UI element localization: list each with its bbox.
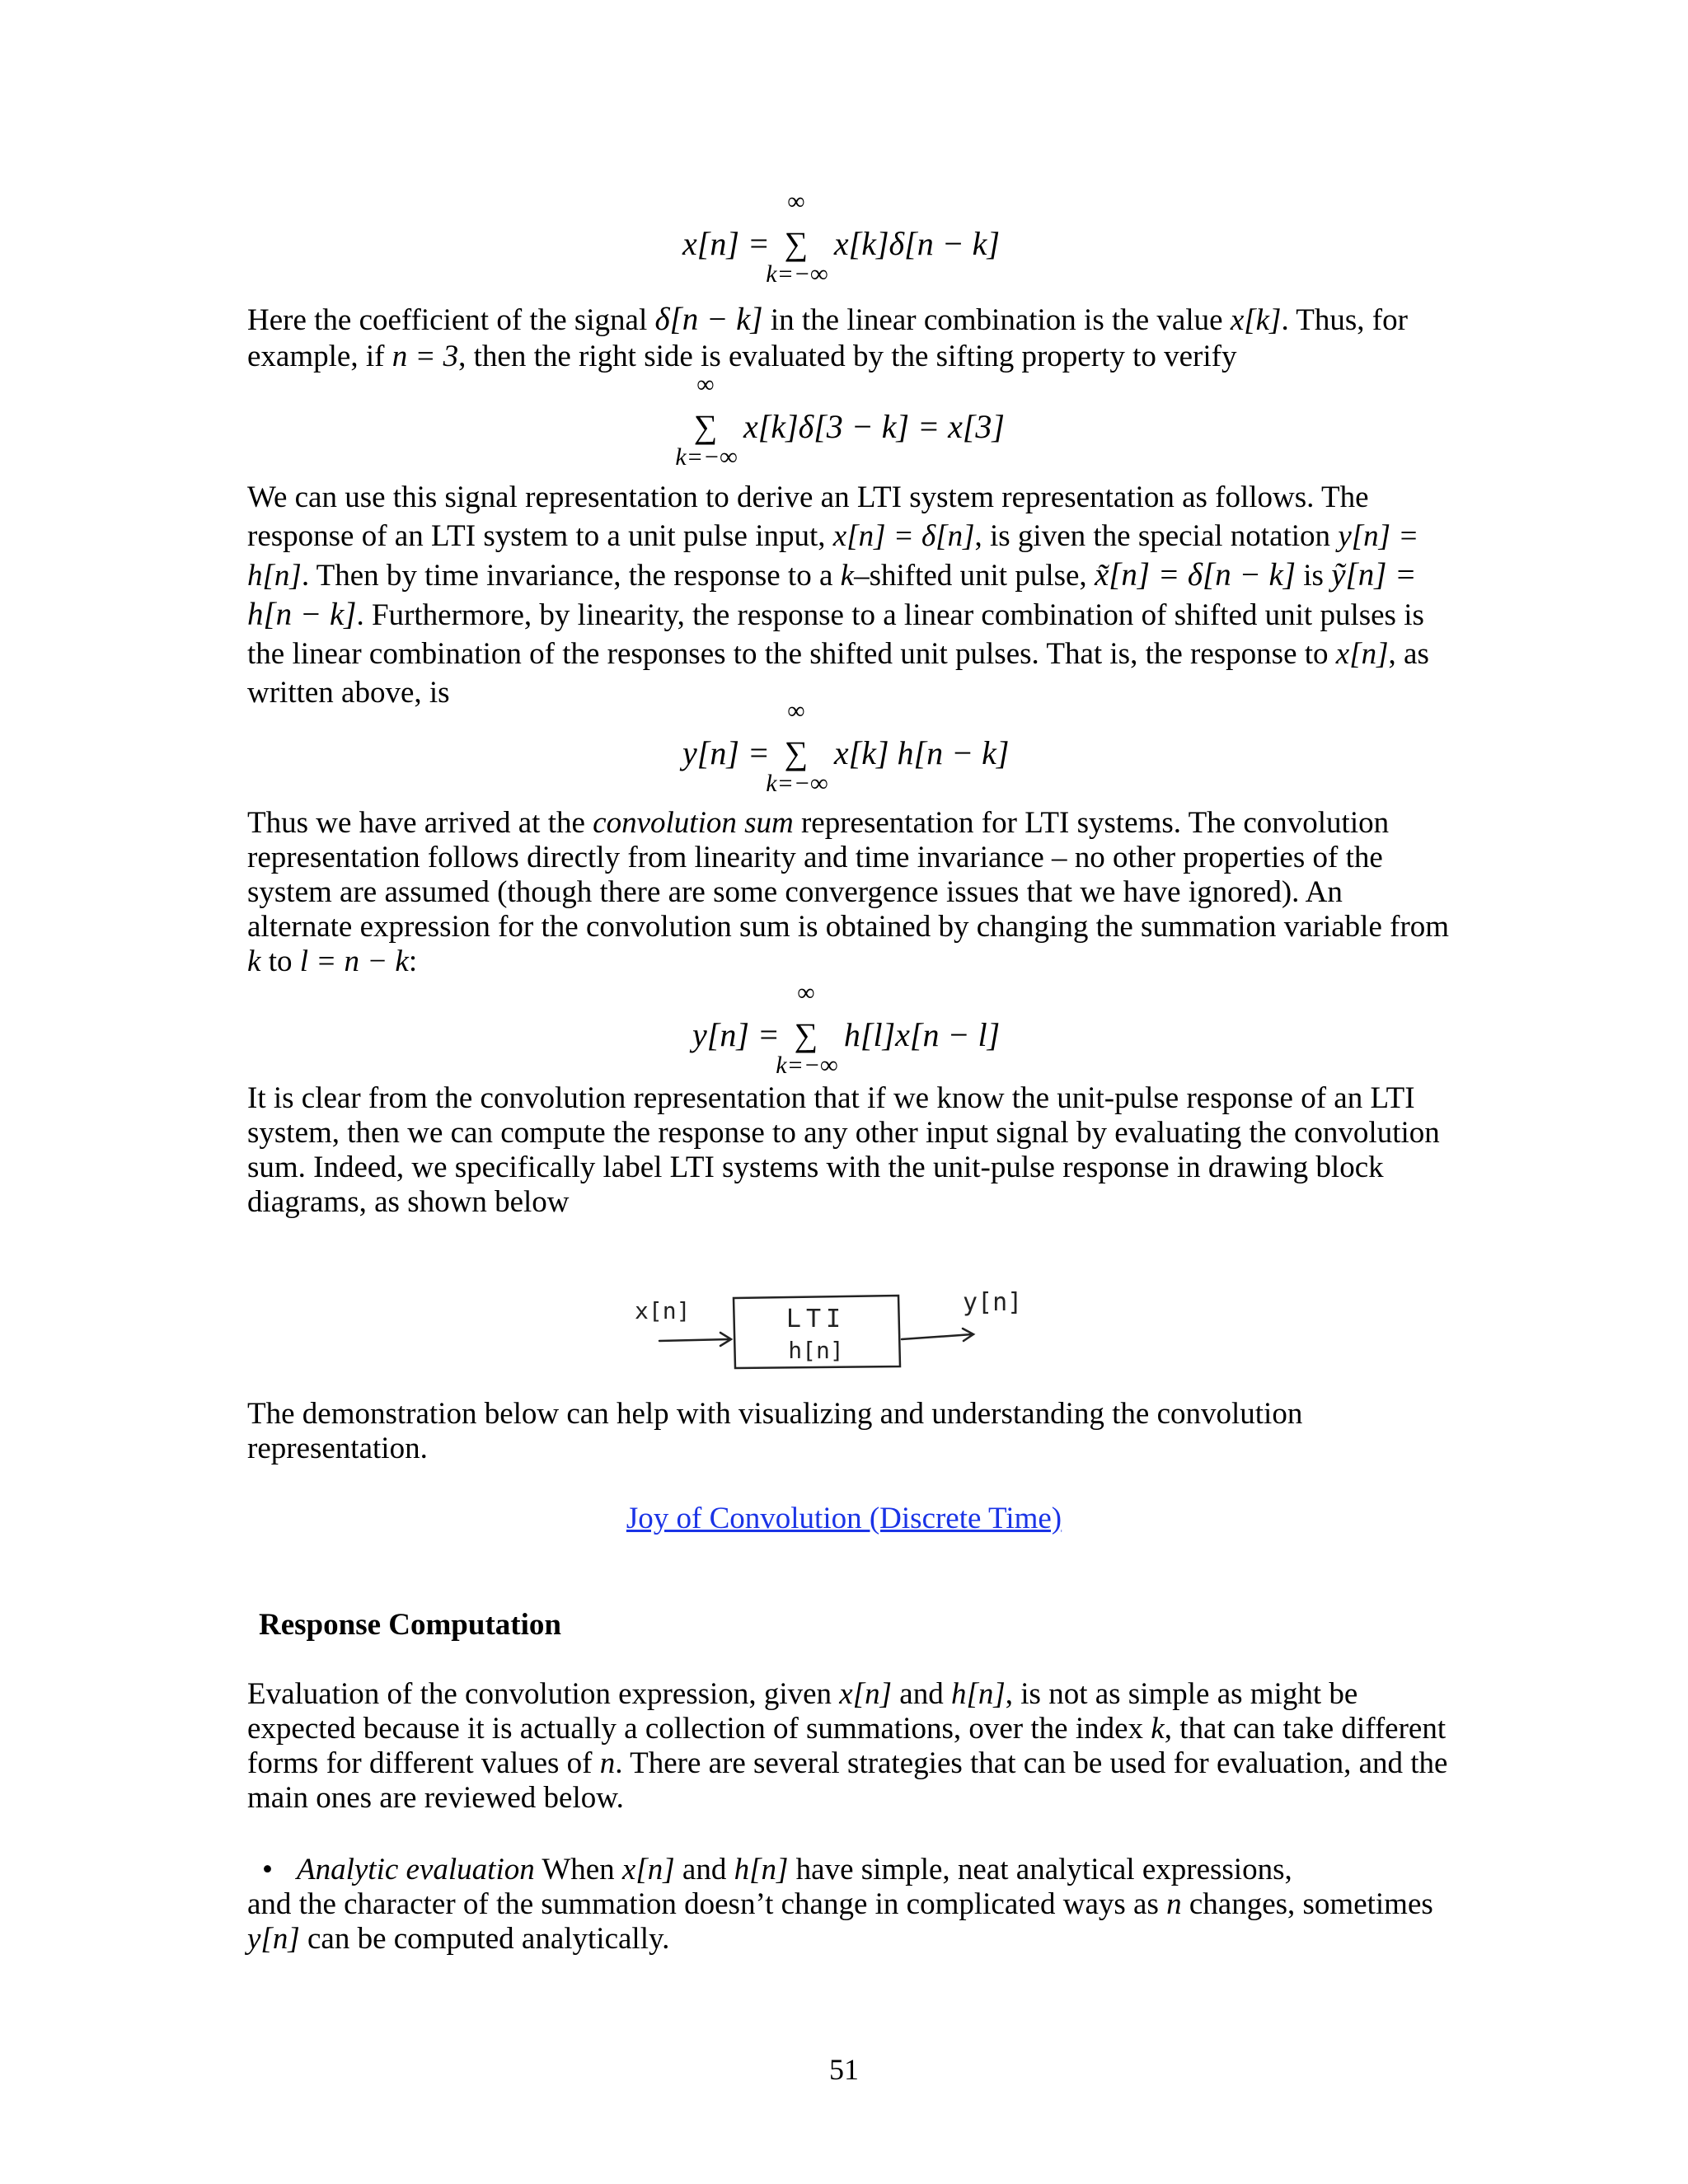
text: and — [892, 1677, 951, 1711]
inline-math: x̃[n] = δ[n − k] — [1094, 557, 1296, 593]
page-number: 51 — [829, 2053, 859, 2086]
section-heading: Response Computation — [259, 1608, 561, 1642]
text: We can use this signal representation to derive an LTI system representation as follows. The response of an LTI system to a unit pulse input, — [247, 480, 1369, 553]
sum-upper-limit: ∞ — [797, 979, 815, 1006]
output-arrow — [902, 1334, 973, 1339]
inline-math: y[n] — [247, 1922, 300, 1956]
box-label-hn: h[n] — [788, 1337, 844, 1364]
text: The demonstration below can help with visualizing and understanding the convolution representation. — [247, 1397, 1303, 1465]
equation-signal-representation — [682, 188, 1001, 288]
inline-math: k — [1151, 1712, 1165, 1746]
paragraph-lti-derivation — [247, 478, 1451, 712]
sum-lower-limit: k=−∞ — [766, 770, 828, 797]
text: changes, sometimes — [1181, 1887, 1433, 1921]
paragraph-convolution-sum — [247, 806, 1451, 979]
equation-alternate-convolution — [692, 979, 1001, 1079]
sum-lower-limit: k=−∞ — [766, 260, 828, 288]
inline-math: n — [599, 1746, 616, 1780]
box-label-lti: LTI — [785, 1305, 846, 1333]
eq1-lhs: x[n] = — [682, 225, 778, 262]
inline-math: n — [1166, 1887, 1182, 1921]
input-arrow — [659, 1339, 730, 1341]
paragraph-demonstration — [247, 1397, 1451, 1466]
summation-symbol: ∑ ∞ k=−∞ — [778, 224, 814, 263]
sum-upper-limit: ∞ — [787, 697, 805, 724]
inline-math: x[n] — [1335, 637, 1389, 671]
text: , as written above, is — [247, 637, 1429, 710]
inline-math: ỹ[n] = h[n − k] — [247, 557, 1417, 632]
inline-math: y[n] = h[n] — [247, 519, 1419, 593]
text: Thus we have arrived at the — [247, 806, 593, 840]
sum-lower-limit: k=−∞ — [776, 1052, 838, 1079]
text: is — [1296, 559, 1332, 593]
text: , then the right side is evaluated by the sifting property to verify — [458, 340, 1237, 373]
text: , is given the special notation — [974, 519, 1339, 553]
bullet-title: Analytic evaluation — [297, 1853, 535, 1886]
eq2-rhs: x[k]δ[3 − k] = x[3] — [743, 408, 1005, 445]
inline-math: x[n] — [839, 1677, 893, 1711]
text: . Then by time invariance, the response to a — [301, 559, 841, 593]
summation-symbol: ∑ ∞ k=−∞ — [687, 407, 724, 446]
eq1-rhs: x[k]δ[n − k] — [833, 225, 1001, 262]
text: representation for LTI systems. The convolution representation follows directly from linearity and time invariance – no other properties of the system are assumed (though there are some convergence issues that we have ignored). An alternate expression for the convolution sum is obtained by changing the summation variable from — [247, 806, 1450, 944]
text: When — [534, 1853, 622, 1886]
bullet-analytic-evaluation — [247, 1853, 1451, 1957]
eq4-rhs: h[l]x[n − l] — [843, 1016, 1001, 1053]
inline-math: l = n − k — [299, 944, 409, 978]
emphasis: convolution sum — [593, 806, 794, 840]
text: and — [674, 1853, 734, 1886]
paragraph-unit-pulse-response — [247, 1081, 1451, 1220]
eq4-lhs: y[n] = — [692, 1016, 788, 1053]
input-label: x[n] — [635, 1297, 691, 1324]
text: Here the coefficient of the signal — [247, 303, 655, 337]
inline-math: h[n] — [950, 1677, 1006, 1711]
sum-lower-limit: k=−∞ — [675, 443, 738, 471]
inline-math: x[k] — [1230, 303, 1282, 337]
joy-of-convolution-link[interactable]: Joy of Convolution (Discrete Time) — [626, 1502, 1062, 1535]
text: to — [260, 944, 300, 978]
text: –shifted unit pulse, — [854, 559, 1095, 593]
link-container — [0, 1501, 1688, 1537]
text: . There are several strategies that can be used for evaluation, and the main ones are reviewed below. — [247, 1746, 1448, 1815]
inline-math: x[n] = δ[n] — [832, 519, 975, 553]
paragraph-evaluation — [247, 1677, 1451, 1816]
text: in the linear combination is the value — [762, 303, 1231, 337]
text: and the character of the summation doesn’t change in complicated ways as — [247, 1887, 1167, 1921]
text: . Furthermore, by linearity, the response to a linear combination of shifted unit pulses is the linear combination of the responses to the shifted unit pulses. That is, the response to — [247, 598, 1424, 671]
sum-upper-limit: ∞ — [696, 371, 715, 398]
paragraph-coefficient — [247, 302, 1451, 375]
bullet-marker: • — [262, 1853, 273, 1886]
text: can be computed analytically. — [299, 1922, 670, 1956]
equation-convolution-sum — [682, 697, 1010, 797]
text: have simple, neat analytical expressions, — [788, 1853, 1292, 1886]
text: , that can take different forms for different values of — [247, 1712, 1447, 1780]
equation-sifting-property — [675, 371, 1005, 471]
lti-block-diagram — [626, 1273, 1055, 1389]
summation-symbol: ∑ ∞ k=−∞ — [778, 733, 814, 772]
sum-upper-limit: ∞ — [787, 188, 805, 215]
inline-math: k — [840, 559, 855, 593]
inline-math: n = 3 — [392, 340, 459, 373]
text: Evaluation of the convolution expression, given — [247, 1677, 840, 1711]
inline-math: x[n] — [621, 1853, 675, 1886]
text: It is clear from the convolution representation that if we know the unit-pulse response of an LTI system, then we can compute the response to any other input signal by evaluating the convolution sum. Indeed, we specifically label LTI systems with the unit-pulse response in drawing block diagrams, as shown below — [247, 1081, 1440, 1219]
text: . Thus, for example, if — [247, 303, 1408, 373]
text: : — [408, 944, 418, 978]
inline-math: δ[n − k] — [654, 302, 763, 337]
summation-symbol: ∑ ∞ k=−∞ — [788, 1015, 824, 1054]
output-label: y[n] — [963, 1288, 1023, 1317]
text: , is not as simple as might be expected because it is actually a collection of summations, over the index — [247, 1677, 1358, 1746]
eq3-rhs: x[k] h[n − k] — [833, 734, 1010, 771]
inline-math: k — [247, 944, 261, 978]
inline-math: h[n] — [734, 1853, 789, 1886]
eq3-lhs: y[n] = — [682, 734, 778, 771]
